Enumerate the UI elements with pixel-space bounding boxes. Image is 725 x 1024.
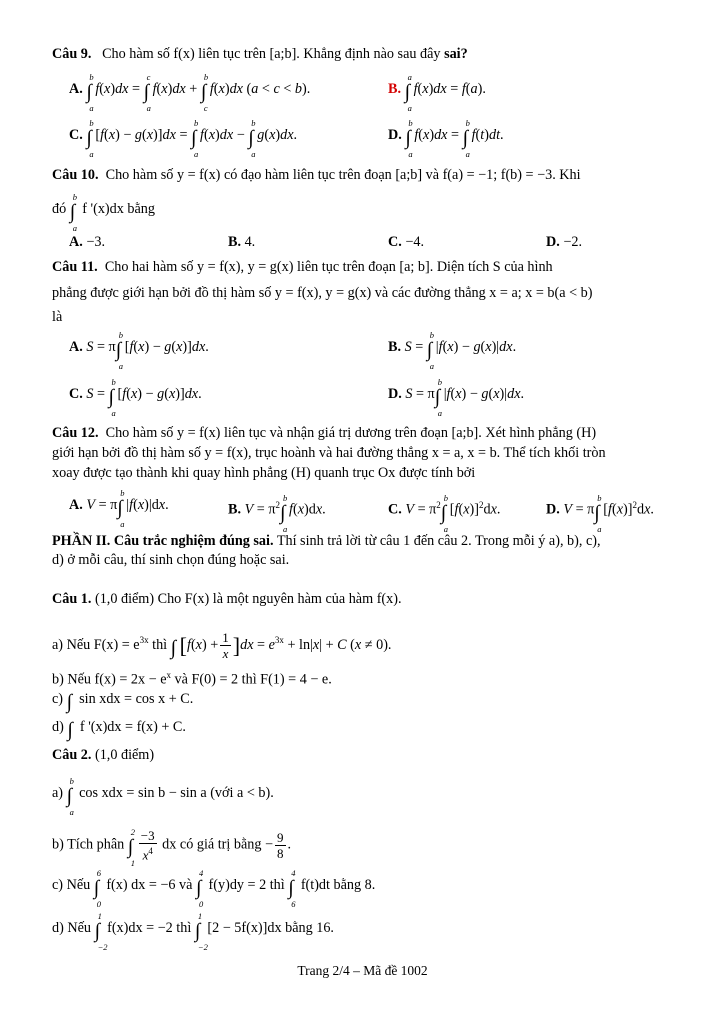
q10-d-value: −2. — [563, 234, 582, 250]
p2-d-text3: [2 − 5f(x)]dx bằng 16. — [207, 920, 334, 936]
p1-d[interactable] — [52, 718, 675, 740]
q12-option-c[interactable]: C. $V = \pi^2\int$ b a $[f(x)]^2dx$. — [388, 492, 501, 534]
p1-a-text2: thì — [152, 636, 168, 653]
p2-b-text: b) Tích phân — [52, 836, 125, 853]
p2-a-text: a) — [52, 785, 64, 801]
p2-c-text: c) Nếu — [52, 877, 91, 893]
integral-icon: ∫ b a — [280, 492, 288, 534]
q11-option-a[interactable]: A. S = π∫ b a [f(x) − g(x)]dx. — [69, 330, 209, 371]
q9-d-label: D. — [388, 127, 402, 143]
q12-a-label: A. — [69, 497, 83, 513]
q11-b-label: B. — [388, 339, 402, 355]
q10-c-label: C. — [388, 234, 402, 250]
q11-text2: phẳng được giới hạn bởi đồ thị hàm số y = f(x), y = g(x) và các đường thẳng x = a; x = b(a < b) — [52, 285, 593, 301]
q12-c-label: C. — [388, 501, 402, 518]
q9-option-c[interactable]: C. ∫ b a [f(x) − g(x)]dx = ∫ b a f(x)dx − ∫ b a g(x)dx. — [69, 118, 298, 159]
part2-title: PHẦN II. Câu trắc nghiệm đúng sai. — [52, 533, 274, 549]
part2-text2-span: d) ở mỗi câu, thí sinh chọn đúng hoặc sai. — [52, 552, 290, 568]
q12-text3: xoay được tạo thành khi quay hình phẳng (H) quanh trục Ox được tính bởi — [52, 465, 476, 481]
q11-text: Cho hai hàm số y = f(x), y = g(x) liên tục trên đoạn [a; b]. Diện tích S của hình — [104, 259, 553, 275]
integral-icon: ∫ b a — [86, 118, 94, 159]
integral-icon: ∫ — [67, 719, 73, 741]
q12-b-label: B. — [228, 501, 242, 518]
p1-points: (1,0 điểm) Cho F(x) là một nguyên hàm của hàm f(x). — [94, 591, 402, 607]
integral-icon: ∫ b a — [434, 377, 442, 418]
integral-icon: ∫ b a — [115, 330, 123, 371]
p1-a-text: a) Nếu F(x) = e — [52, 636, 140, 653]
integral-icon: ∫ b a — [462, 118, 470, 159]
p1-b-text: b) Nếu f(x) = 2x − e — [52, 671, 167, 688]
p1-c-text: c) — [52, 691, 64, 707]
q12-text: Cho hàm số y = f(x) liên tục và nhận giá trị dương trên đoạn [a;b]. Xét hình phẳng (H) — [105, 425, 597, 441]
q12-option-a[interactable]: A. V = π∫ b a |f(x)|dx. — [69, 488, 169, 529]
q12-d-label: D. — [546, 501, 560, 518]
integral-icon: ∫ — [170, 636, 177, 659]
p2-a[interactable] — [52, 776, 675, 817]
q11-option-b[interactable]: B. S = ∫ b a |f(x) − g(x)|dx. — [388, 330, 517, 371]
q11-title: Câu 11. — [52, 259, 98, 275]
p2-c[interactable] — [52, 868, 675, 909]
q10-stem2 — [52, 192, 675, 233]
page-footer: Trang 2/4 – Mã đề 1002 — [297, 963, 428, 978]
p1-a-sup: 3x — [139, 635, 149, 646]
q10-a-label: A. — [69, 234, 83, 250]
integral-icon: ∫ 2 1 — [127, 827, 136, 869]
q10-b-value: 4. — [244, 234, 256, 250]
part2-heading — [52, 532, 675, 551]
q9-option-a[interactable]: A. ∫ b a f(x)dx = ∫ c a f(x)dx + ∫ b c f(x)dx (a < c < b). — [69, 72, 311, 113]
integral-icon: ∫ a a — [404, 72, 412, 113]
integral-icon: ∫ b a — [69, 192, 77, 233]
integral-icon: ∫ b a — [117, 488, 125, 529]
p2-b-text2: dx có giá trị bằng — [162, 836, 262, 853]
p2-b[interactable]: b) Tích phân ∫ 2 1 $\frac{-3}{x^4}$ dx có giá trị bằng − $\frac{9}{8}$ . — [52, 827, 292, 869]
q10-option-b[interactable] — [228, 233, 255, 252]
p2-c-text4: f(t)dt bằng 8. — [300, 877, 376, 893]
integral-icon: ∫ b a — [426, 330, 435, 371]
q9-a-label: A. — [69, 81, 83, 97]
p1-a[interactable]: a) Nếu $F(x) = e^{3x}$ thì ∫ [f(x) + $\frac{1}{x}$ ]$dx = e^{3x} + \ln|x| + C$ (x ≠ 0). — [52, 630, 392, 661]
p2-a-text2: cos xdx = sin b − sin a (với a < b). — [79, 785, 274, 801]
q10-text2b: f '(x)dx bằng — [82, 201, 155, 217]
q11-stem — [52, 258, 675, 277]
q9-bold: sai? — [444, 46, 468, 62]
q10-a-value: −3. — [86, 234, 105, 250]
q10-text: Cho hàm số y = f(x) có đạo hàm liên tục trên đoạn [a;b] và f(a) = −1; f(b) = −3. Khi — [105, 167, 581, 183]
part2-text: Thí sinh trả lời từ câu 1 đến câu 2. Trong mỗi ý a), b), c), — [276, 533, 601, 549]
q10-text2: đó — [52, 201, 67, 217]
p2-d-text2: f(x)dx = −2 thì — [107, 920, 192, 936]
integral-icon: ∫ — [66, 691, 73, 713]
p2-c-text3: f(y)dy = 2 thì — [208, 877, 285, 893]
q9-option-d[interactable]: D. ∫ b a f(x)dx = ∫ b a f(t)dt. — [388, 118, 504, 159]
q10-d-label: D. — [546, 234, 560, 250]
q12-stem — [52, 424, 675, 443]
q10-option-a[interactable] — [69, 233, 105, 252]
q10-c-value: −4. — [405, 234, 424, 250]
q9-title: Câu 9. — [52, 46, 92, 62]
p2-d[interactable] — [52, 911, 675, 952]
p1-b-text2: và F(0) = 2 thì F(1) = 4 − e. — [174, 671, 332, 688]
q11-d-label: D. — [388, 386, 402, 402]
integral-icon: ∫ b a — [191, 118, 199, 159]
integral-icon: ∫ 6 0 — [93, 868, 102, 909]
q12-option-d[interactable]: D. V = π∫ b a $[f(x)]^2dx$. — [546, 492, 654, 534]
p2-c-text2: f(x) dx = −6 và — [106, 877, 193, 893]
q11-c-label: C. — [69, 386, 83, 402]
q10-option-c[interactable] — [388, 233, 424, 252]
p2-points: (1,0 điểm) — [94, 747, 155, 763]
q9-stem — [52, 45, 675, 64]
p1-c-text2: sin xdx = cos x + C. — [79, 691, 194, 707]
p1-title: Câu 1. — [52, 591, 92, 607]
q10-option-d[interactable] — [546, 233, 582, 252]
p1-c[interactable] — [52, 690, 675, 712]
p1-d-text2: f '(x)dx = f(x) + C. — [79, 719, 186, 735]
q9-b-label: B. — [388, 81, 402, 97]
q12-stem3 — [52, 464, 675, 483]
integral-icon: ∫ 4 0 — [196, 868, 204, 909]
integral-icon: ∫ b a — [440, 492, 449, 534]
q12-option-b[interactable]: B. $V = \pi^2\int$ b a f(x)dx. — [228, 492, 326, 534]
integral-icon: ∫ 1 −2 — [94, 911, 108, 952]
q12-text2: giới hạn bởi đồ thị hàm số y = f(x), trục hoành và hai đường thẳng x = a, x = b. Thể tích khối tròn — [52, 445, 606, 461]
q11-stem3 — [52, 308, 675, 327]
integral-icon: ∫ b a — [86, 72, 94, 113]
part2-text2 — [52, 551, 675, 570]
p2-title: Câu 2. — [52, 747, 92, 763]
integral-icon: ∫ 4 6 — [288, 868, 296, 909]
integral-icon: ∫ b c — [200, 72, 209, 113]
integral-icon: ∫ 1 −2 — [194, 911, 208, 952]
q12-title: Câu 12. — [52, 425, 99, 441]
p2-stem — [52, 746, 675, 765]
integral-icon: ∫ b a — [405, 118, 413, 159]
q10-title: Câu 10. — [52, 167, 99, 183]
p1-b[interactable] — [52, 666, 675, 690]
q9-c-label: C. — [69, 127, 83, 143]
q11-option-d[interactable]: D. S = π∫ b a |f(x) − g(x)|dx. — [388, 377, 525, 418]
integral-icon: ∫ b a — [66, 776, 74, 817]
q12-stem2 — [52, 444, 675, 463]
q9-option-b[interactable]: B. ∫ a a f(x)dx = f(a). — [388, 72, 486, 113]
integral-icon: ∫ b a — [108, 377, 116, 418]
q11-a-label: A. — [69, 339, 83, 355]
q9-text: Cho hàm số f(x) liên tục trên [a;b]. Khẳng định nào sau đây — [102, 46, 441, 62]
q10-b-label: B. — [228, 234, 242, 250]
p1-d-text: d) — [52, 719, 64, 735]
p2-d-text: d) Nếu — [52, 920, 92, 936]
q11-option-c[interactable]: C. S = ∫ b a [f(x) − g(x)]dx. — [69, 377, 202, 418]
p1-stem — [52, 590, 675, 609]
integral-icon: ∫ b a — [248, 118, 256, 159]
q10-stem — [52, 166, 675, 185]
integral-icon: ∫ b a — [594, 492, 602, 534]
q11-stem2 — [52, 284, 675, 303]
integral-icon: ∫ c a — [143, 72, 151, 113]
q11-text3: là — [52, 309, 63, 325]
p1-b-sup: x — [166, 670, 171, 680]
